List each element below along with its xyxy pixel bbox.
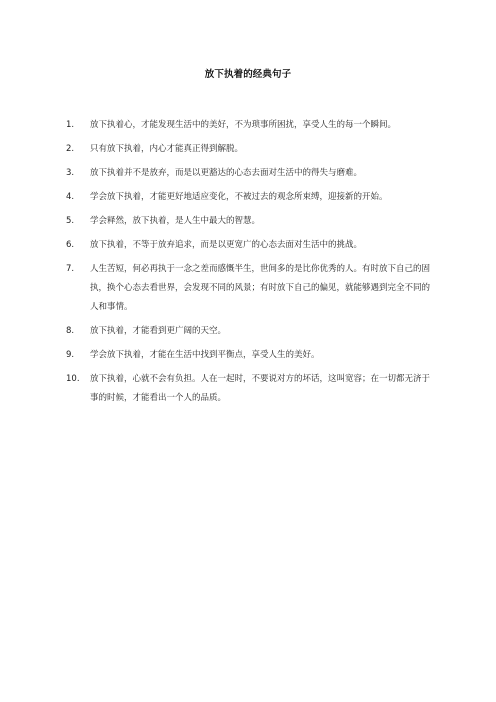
item-text: 放下执着，心就不会有负担。人在一起时，不要说对方的坏话，这叫宽容；在一切都无济于事的时候，才能看出一个人的品质。: [90, 374, 431, 403]
item-number: 2.: [66, 144, 75, 154]
item-text: 学会释然，放下执着，是人生中最大的智慧。: [90, 216, 261, 226]
item-number: 10.: [66, 374, 80, 384]
item-text: 放下执着，才能看到更广阔的天空。: [90, 326, 227, 336]
list-item: [66, 322, 436, 341]
item-number: 7.: [66, 264, 75, 274]
item-number: 4.: [66, 192, 75, 202]
item-number: 3.: [66, 168, 75, 178]
item-number: 5.: [66, 216, 75, 226]
item-number: 9.: [66, 350, 75, 360]
item-number: 8.: [66, 326, 75, 336]
item-number: 6.: [66, 240, 75, 250]
item-number: 1.: [66, 120, 75, 130]
list-item: [66, 140, 436, 159]
quote-list: [66, 116, 436, 413]
item-text: 学会放下执着，才能在生活中找到平衡点，享受人生的美好。: [90, 350, 320, 360]
item-text: 放下执着并不是放弃，而是以更豁达的心态去面对生活中的得失与磨难。: [90, 168, 363, 178]
item-text: 学会放下执着，才能更好地适应变化，不被过去的观念所束缚，迎接新的开始。: [90, 192, 388, 202]
list-item: [66, 370, 436, 408]
document-title: 放下执着的经典句子: [204, 69, 292, 80]
item-text: 放下执着，不等于放弃追求，而是以更宽广的心态去面对生活中的挑战。: [90, 240, 363, 250]
list-item: [66, 260, 436, 317]
item-text: 放下执着心，才能发现生活中的美好，不为琐事所困扰，享受人生的每一个瞬间。: [90, 120, 397, 130]
item-text: 只有放下执着，内心才能真正得到解脱。: [90, 144, 244, 154]
list-item: [66, 212, 436, 231]
list-item: [66, 188, 436, 207]
list-item: [66, 164, 436, 183]
item-text: 人生苦短，何必再执于一念之差而感慨半生，世间多的是比你优秀的人。有时放下自己的固执，换个心态去看世界，会发现不同的风景；有时放下自己的偏见，就能够遇到完全不同的人和事情。: [90, 264, 431, 312]
list-item: [66, 116, 436, 135]
list-item: [66, 236, 436, 255]
list-item: [66, 346, 436, 365]
